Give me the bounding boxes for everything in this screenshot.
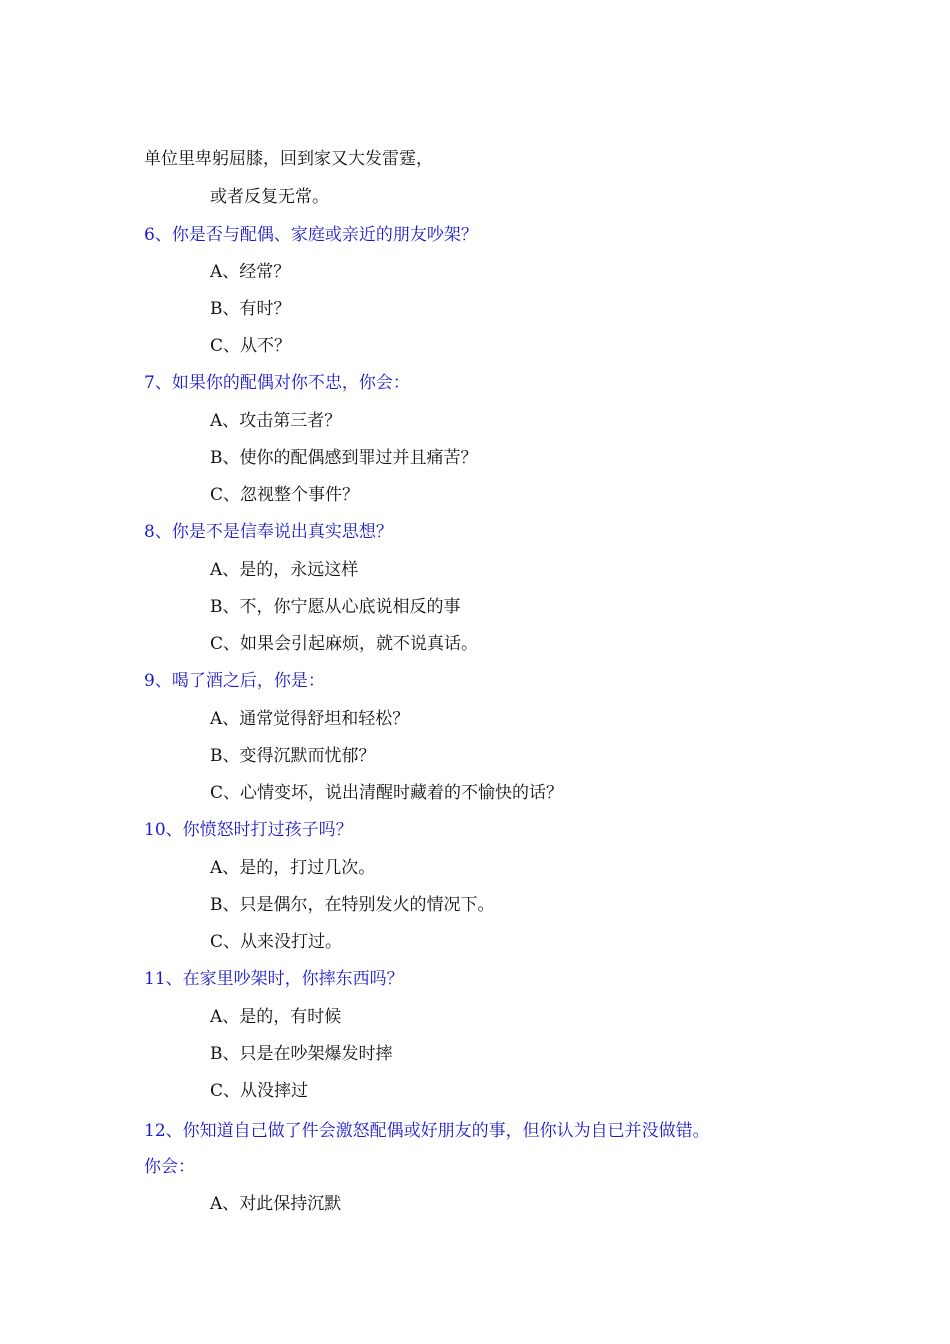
question-8-option-c: C、如果会引起麻烦，就不说真话。 bbox=[210, 634, 479, 654]
question-11-option-b: B、只是在吵架爆发时摔 bbox=[210, 1044, 393, 1064]
question-11-option-a: A、是的，有时候 bbox=[210, 1007, 342, 1027]
question-11-option-c: C、从没摔过 bbox=[210, 1081, 309, 1101]
intro-line-2: 或者反复无常。 bbox=[210, 187, 329, 207]
question-8: 8、你是不是信奉说出真实思想？ bbox=[144, 522, 393, 542]
question-7-option-a: A、攻击第三者？ bbox=[210, 411, 342, 431]
question-10: 10、你愤怒时打过孩子吗？ bbox=[144, 820, 353, 840]
question-10-option-b: B、只是偶尔，在特别发火的情况下。 bbox=[210, 895, 495, 915]
question-9-option-c: C、心情变坏，说出清醒时藏着的不愉快的话？ bbox=[210, 783, 564, 803]
question-10-option-c: C、从来没打过。 bbox=[210, 932, 343, 952]
question-6-option-a: A、经常？ bbox=[210, 262, 291, 282]
question-8-option-a: A、是的，永远这样 bbox=[210, 560, 359, 580]
question-11: 11、在家里吵架时，你摔东西吗？ bbox=[144, 969, 404, 989]
question-9: 9、喝了酒之后，你是： bbox=[144, 671, 325, 691]
question-12: 12、你知道自己做了件会激怒配偶或好朋友的事，但你认为自已并没做错。 bbox=[144, 1121, 710, 1141]
question-9-option-a: A、通常觉得舒坦和轻松？ bbox=[210, 709, 410, 729]
question-8-option-b: B、不，你宁愿从心底说相反的事 bbox=[210, 597, 461, 617]
question-6-option-c: C、从不？ bbox=[210, 336, 292, 356]
question-6-option-b: B、有时？ bbox=[210, 299, 291, 319]
question-9-option-b: B、变得沉默而忧郁？ bbox=[210, 746, 376, 766]
question-6: 6、你是否与配偶、家庭或亲近的朋友吵架？ bbox=[144, 225, 478, 245]
question-7: 7、如果你的配偶对你不忠，你会： bbox=[144, 373, 410, 393]
question-7-option-b: B、使你的配偶感到罪过并且痛苦？ bbox=[210, 448, 478, 468]
question-12-continuation: 你会： bbox=[144, 1157, 195, 1177]
intro-line-1: 单位里卑躬屈膝，回到家又大发雷霆， bbox=[144, 149, 433, 169]
question-12-option-a: A、对此保持沉默 bbox=[210, 1194, 342, 1214]
question-10-option-a: A、是的，打过几次。 bbox=[210, 858, 376, 878]
question-7-option-c: C、忽视整个事件？ bbox=[210, 485, 360, 505]
